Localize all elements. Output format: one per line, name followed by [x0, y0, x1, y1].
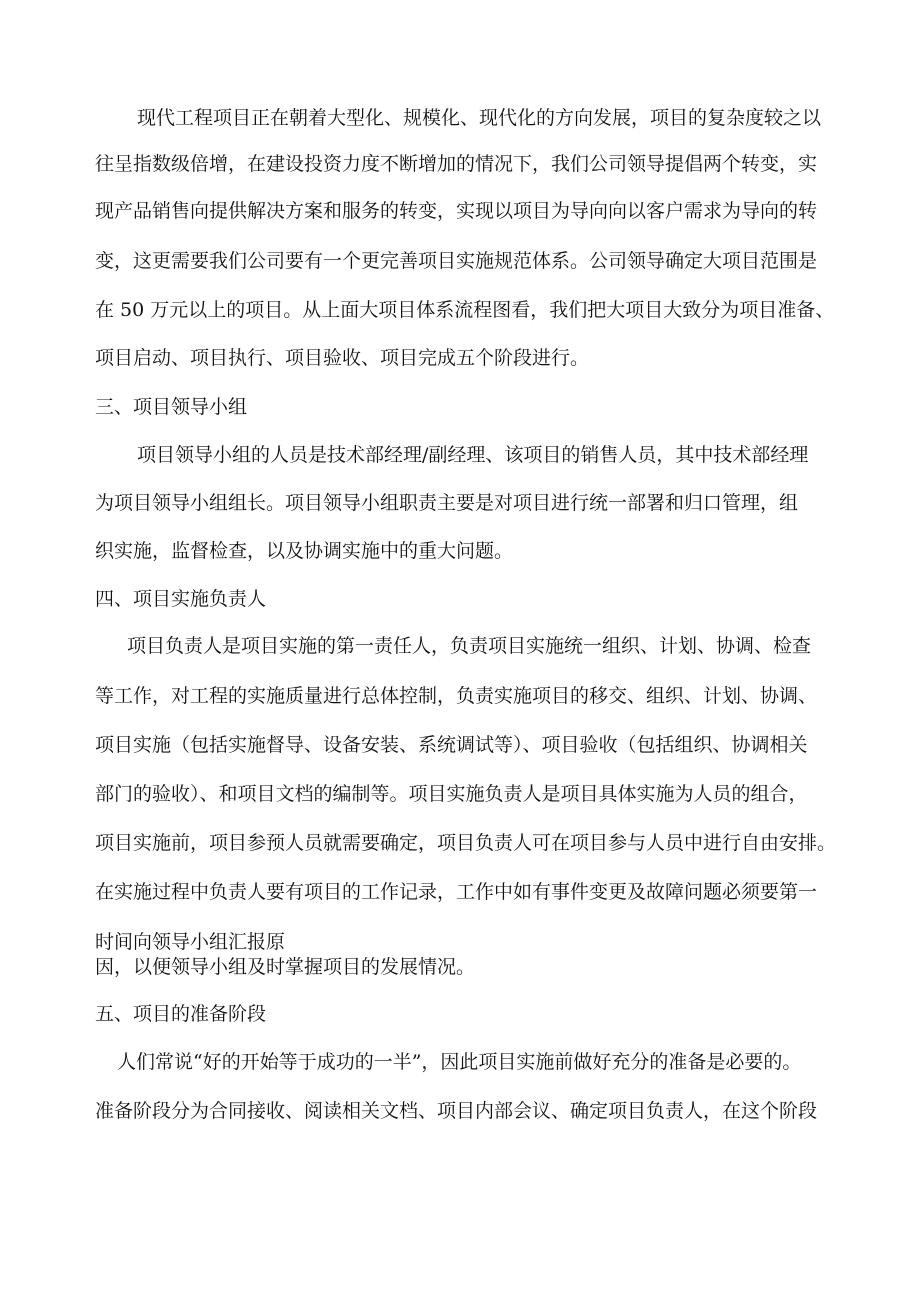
section-4-line-5: 项目实施前，项目参预人员就需要确定，项目负责人可在项目参与人员中进行自由安排。	[95, 832, 837, 854]
section-4-line-7: 时间向领导小组汇报原	[95, 931, 286, 953]
section-4-line-8: 因，以便领导小组及时掌握项目的发展情况。	[95, 956, 476, 978]
intro-line-5: 在 50 万元以上的项目。从上面大项目体系流程图看，我们把大项目大致分为项目准备、	[95, 299, 835, 321]
intro-line-3: 现产品销售向提供解决方案和服务的转变，实现以项目为导向向以客户需求为导向的转	[95, 200, 818, 222]
section-4-line-1: 项目负责人是项目实施的第一责任人，负责项目实施统一组织、计划、协调、检查	[127, 635, 812, 657]
intro-line-6: 项目启动、项目执行、项目验收、项目完成五个阶段进行。	[95, 347, 590, 369]
intro-line-1: 现代工程项目正在朝着大型化、规模化、现代化的方向发展，项目的复杂度较之以	[137, 107, 822, 129]
section-4-line-6: 在实施过程中负责人要有项目的工作记录，工作中如有事件变更及故障问题必须要第一	[95, 881, 818, 903]
section-4-line-2: 等工作，对工程的实施质量进行总体控制，负责实施项目的移交、组织、计划、协调、	[95, 685, 818, 707]
section-5-heading: 五、项目的准备阶段	[95, 1003, 267, 1025]
section-5-line-2: 准备阶段分为合同接收、阅读相关文档、项目内部会议、确定项目负责人，在这个阶段	[95, 1100, 818, 1122]
intro-line-4: 变，这更需要我们公司要有一个更完善项目实施规范体系。公司领导确定大项目范围是	[95, 250, 818, 272]
section-3-line-2: 为项目领导小组组长。项目领导小组职责主要是对项目进行统一部署和归口管理，组	[95, 492, 799, 514]
section-4-heading: 四、项目实施负责人	[95, 588, 267, 610]
intro-line-2: 往呈指数级倍增，在建设投资力度不断增加的情况下，我们公司领导提倡两个转变，实	[95, 153, 818, 175]
section-4-line-3: 项目实施（包括实施督导、设备安装、系统调试等）、项目验收（包括组织、协调相关	[95, 734, 808, 756]
section-5-line-1: 人们常说“好的开始等于成功的一半”，因此项目实施前做好充分的准备是必要的。	[117, 1051, 802, 1073]
section-3-heading: 三、项目领导小组	[95, 396, 248, 418]
section-3-line-3: 织实施，监督检查，以及协调实施中的重大问题。	[95, 540, 514, 562]
section-4-line-4: 部门的验收）、和项目文档的编制等。项目实施负责人是项目具体实施为人员的组合，	[95, 783, 808, 805]
section-3-line-1: 项目领导小组的人员是技术部经理/副经理、该项目的销售人员，其中技术部经理	[137, 444, 809, 466]
